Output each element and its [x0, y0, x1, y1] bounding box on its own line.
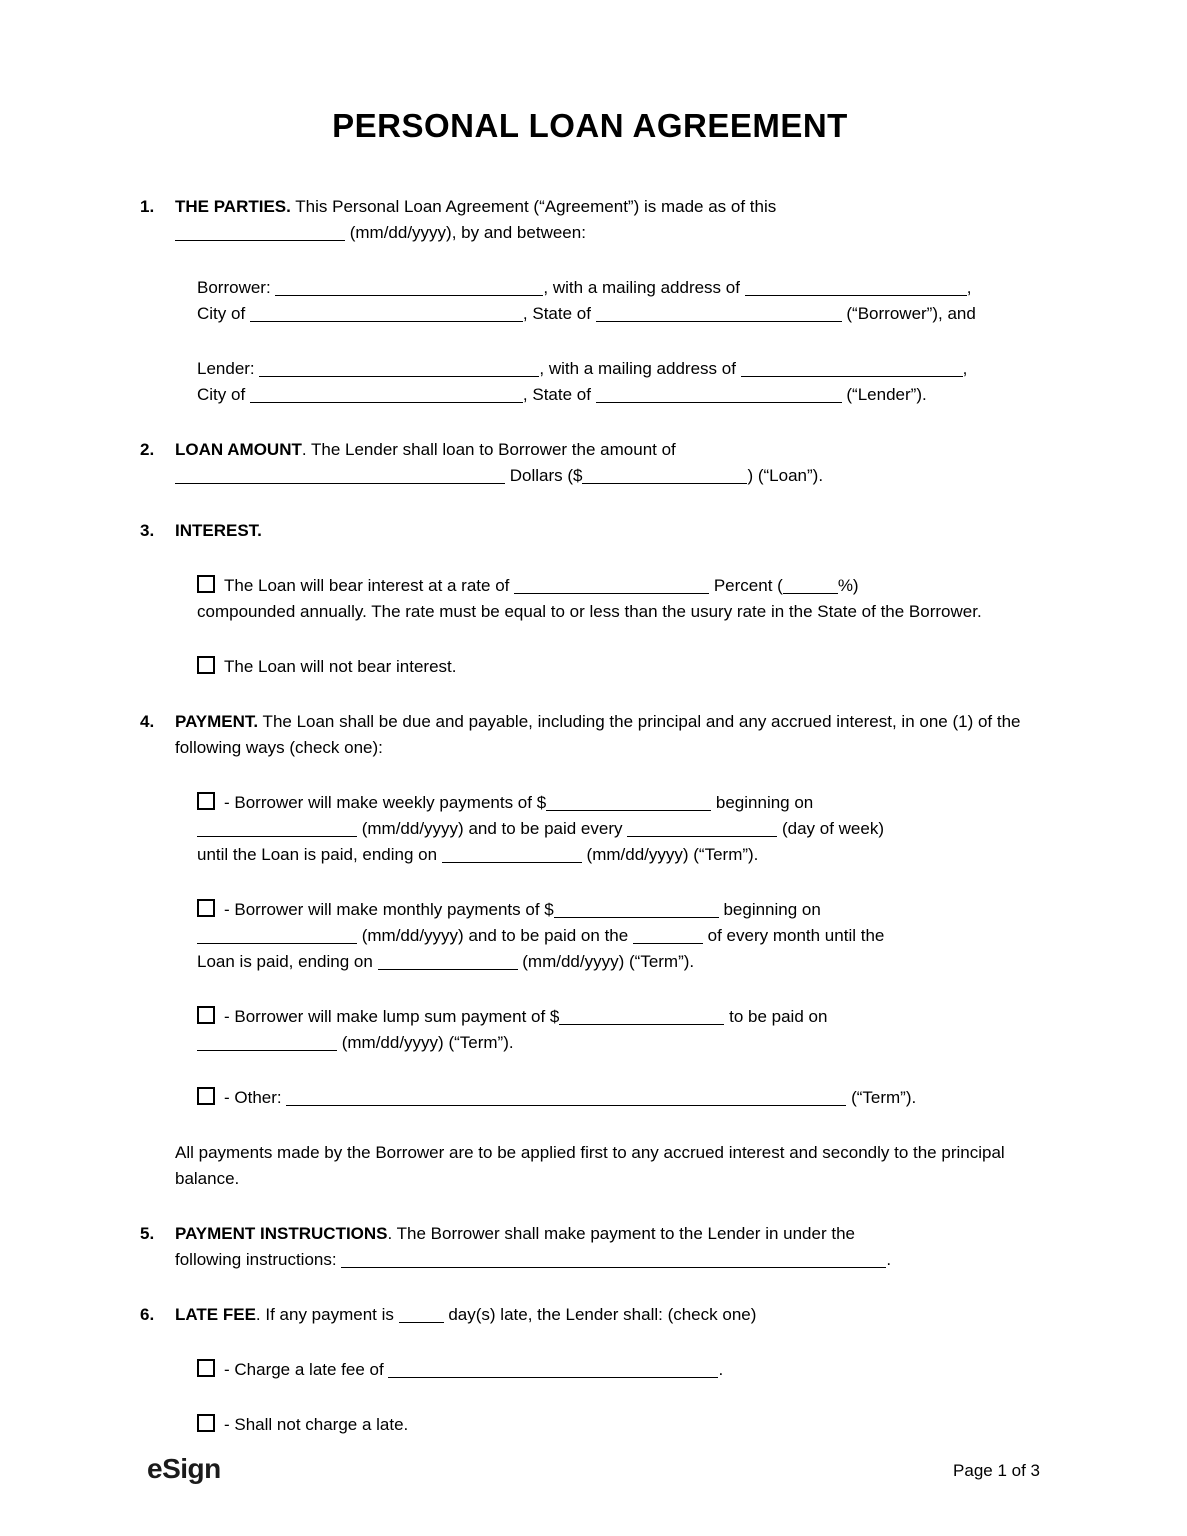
section-late-fee	[140, 1302, 1040, 1467]
document-title: PERSONAL LOAN AGREEMENT	[332, 107, 848, 144]
late-fee-intro-paragraph	[175, 1302, 1040, 1328]
monthly-end-date-field[interactable]	[378, 953, 518, 970]
text-run: , State of	[522, 304, 596, 323]
text-run: , with a mailing address of	[539, 359, 741, 378]
text-run: following instructions:	[175, 1250, 342, 1269]
esign-logo: eSign	[147, 1453, 221, 1484]
late-days-field[interactable]	[399, 1306, 444, 1323]
interest-option-bearing	[175, 573, 1040, 625]
text-run: (day of week)	[777, 819, 884, 838]
payment-instructions-paragraph	[175, 1221, 1040, 1273]
text-run: beginning on	[718, 900, 821, 919]
text-run: - Charge a late fee of	[224, 1360, 389, 1379]
payment-outro-paragraph	[175, 1140, 1040, 1192]
weekly-end-date-field[interactable]	[442, 846, 582, 863]
text-run: of every month until the	[702, 926, 885, 945]
text-run: The Loan will bear interest at a rate of	[224, 576, 515, 595]
text-run: - Borrower will make monthly payments of $	[224, 900, 554, 919]
text-run: . The Borrower shall make payment to the Lender in under the	[387, 1224, 855, 1243]
text-run: beginning on	[711, 793, 814, 812]
text-run: . The Lender shall loan to Borrower the amount of	[301, 440, 676, 459]
text-run: Dollars ($	[505, 466, 583, 485]
text-run: (mm/dd/yyyy) and to be paid every	[357, 819, 628, 838]
payment-option-weekly	[175, 790, 1040, 868]
monthly-start-date-field[interactable]	[197, 927, 357, 944]
text-run: day(s) late, the Lender shall: (check one)	[443, 1305, 757, 1324]
other-payment-field[interactable]	[286, 1089, 846, 1106]
section-interest-body	[175, 518, 1040, 709]
monthly-payment-checkbox[interactable]	[197, 899, 215, 917]
text-run: %)	[837, 576, 859, 595]
text-run: , State of	[522, 385, 596, 404]
text-run: until the Loan is paid, ending on	[197, 845, 442, 864]
text-run: .	[886, 1250, 892, 1269]
text-run: All payments made by the Borrower are to be applied first to any accrued interest and secondly to the principal balance.	[175, 1143, 1005, 1188]
loan-amount-numeric-field[interactable]	[582, 467, 747, 484]
text-run: . If any payment is	[255, 1305, 399, 1324]
late-fee-option-none	[175, 1412, 1040, 1438]
payment-option-other	[175, 1085, 1040, 1111]
lender-label: Lender:	[197, 359, 260, 378]
section-late-fee-number: 6.	[140, 1305, 155, 1324]
section-payment-number: 4.	[140, 712, 155, 731]
borrower-block	[175, 275, 1040, 327]
lender-state-field[interactable]	[596, 386, 842, 403]
weekly-amount-field[interactable]	[546, 794, 711, 811]
section-interest	[140, 518, 1040, 709]
text-run: ) (“Loan”).	[747, 466, 824, 485]
text-run: (mm/dd/yyyy) (“Term”).	[337, 1033, 514, 1052]
monthly-day-field[interactable]	[633, 927, 703, 944]
interest-rate-checkbox[interactable]	[197, 575, 215, 593]
section-loan-amount	[140, 437, 1040, 518]
parties-intro-paragraph	[175, 194, 1040, 246]
lender-address-field[interactable]	[741, 360, 963, 377]
document-content	[140, 106, 1040, 1467]
text-run: (mm/dd/yyyy), by and between:	[345, 223, 586, 242]
section-payment-body	[175, 709, 1040, 1221]
charge-late-fee-checkbox[interactable]	[197, 1359, 215, 1377]
text-run: compounded annually. The rate must be equal to or less than the usury rate in the State of the Borrower.	[197, 602, 982, 621]
payment-option-lump-sum	[175, 1004, 1040, 1056]
text-run: .	[718, 1360, 724, 1379]
text-run: City of	[197, 385, 250, 404]
text-run: (“Lender”).	[841, 385, 927, 404]
section-late-fee-heading: LATE FEE	[175, 1305, 256, 1324]
section-payment-instructions-body	[175, 1221, 1040, 1302]
section-parties-body	[175, 194, 1040, 437]
text-run: - Borrower will make lump sum payment of $	[224, 1007, 560, 1026]
text-run: - Shall not charge a late.	[224, 1415, 409, 1434]
loan-amount-words-field[interactable]	[175, 467, 505, 484]
page-footer	[147, 1454, 1040, 1484]
borrower-address-field[interactable]	[745, 279, 967, 296]
payment-intro-paragraph	[175, 709, 1040, 761]
section-interest-heading: INTEREST.	[175, 521, 262, 540]
text-run: ,	[966, 278, 972, 297]
text-run: (mm/dd/yyyy) and to be paid on the	[357, 926, 633, 945]
loan-amount-paragraph	[175, 437, 1040, 489]
lump-sum-amount-field[interactable]	[559, 1008, 724, 1025]
no-interest-checkbox[interactable]	[197, 656, 215, 674]
other-payment-checkbox[interactable]	[197, 1087, 215, 1105]
text-run: (“Term”).	[846, 1088, 917, 1107]
interest-option-none	[175, 654, 1040, 680]
section-payment	[140, 709, 1040, 1221]
lender-name-field[interactable]	[259, 360, 539, 377]
section-payment-instructions-number: 5.	[140, 1224, 155, 1243]
section-parties-heading: THE PARTIES.	[175, 197, 291, 216]
borrower-state-field[interactable]	[596, 305, 842, 322]
weekly-payment-checkbox[interactable]	[197, 792, 215, 810]
lump-sum-checkbox[interactable]	[197, 1006, 215, 1024]
no-late-fee-checkbox[interactable]	[197, 1414, 215, 1432]
text-run: Loan is paid, ending on	[197, 952, 378, 971]
text-run: The Loan will not bear interest.	[224, 657, 457, 676]
borrower-city-field[interactable]	[250, 305, 523, 322]
agreement-date-field[interactable]	[175, 224, 345, 241]
text-run: - Other:	[224, 1088, 287, 1107]
borrower-label: Borrower:	[197, 278, 276, 297]
interest-rate-field[interactable]	[514, 577, 709, 594]
text-run: ,	[962, 359, 968, 378]
text-run: (mm/dd/yyyy) (“Term”).	[517, 952, 695, 971]
lump-sum-date-field[interactable]	[197, 1034, 337, 1051]
section-late-fee-body	[175, 1302, 1040, 1467]
text-run: - Borrower will make weekly payments of $	[224, 793, 547, 812]
weekly-start-date-field[interactable]	[197, 820, 357, 837]
monthly-amount-field[interactable]	[554, 901, 719, 918]
section-payment-instructions	[140, 1221, 1040, 1302]
lender-block	[175, 356, 1040, 408]
section-loan-amount-heading: LOAN AMOUNT	[175, 440, 302, 459]
interest-percent-field[interactable]	[783, 577, 838, 594]
section-loan-amount-body	[175, 437, 1040, 518]
text-run: City of	[197, 304, 250, 323]
text-run: The Loan shall be due and payable, including the principal and any accrued interest, in one (1) of the following ways (check one):	[175, 712, 1021, 757]
section-interest-number: 3.	[140, 521, 155, 540]
text-run: Percent (	[709, 576, 783, 595]
lender-city-field[interactable]	[250, 386, 523, 403]
section-parties-number: 1.	[140, 197, 155, 216]
payment-option-monthly	[175, 897, 1040, 975]
payment-instructions-field[interactable]	[341, 1251, 886, 1268]
text-run: to be paid on	[724, 1007, 828, 1026]
borrower-name-field[interactable]	[275, 279, 543, 296]
text-run: This Personal Loan Agreement (“Agreement”) is made as of this	[290, 197, 777, 216]
section-loan-amount-number: 2.	[140, 440, 155, 459]
text-run: (“Borrower”), and	[841, 304, 976, 323]
interest-heading-paragraph	[175, 518, 1040, 544]
text-run: (mm/dd/yyyy) (“Term”).	[581, 845, 759, 864]
section-payment-heading: PAYMENT.	[175, 712, 259, 731]
weekly-day-of-week-field[interactable]	[627, 820, 777, 837]
late-fee-amount-field[interactable]	[388, 1361, 718, 1378]
section-parties	[140, 194, 1040, 437]
section-payment-instructions-heading: PAYMENT INSTRUCTIONS	[175, 1224, 388, 1243]
text-run: , with a mailing address of	[543, 278, 745, 297]
page-number: Page 1 of 3	[953, 1461, 1040, 1480]
late-fee-option-charge	[175, 1357, 1040, 1383]
